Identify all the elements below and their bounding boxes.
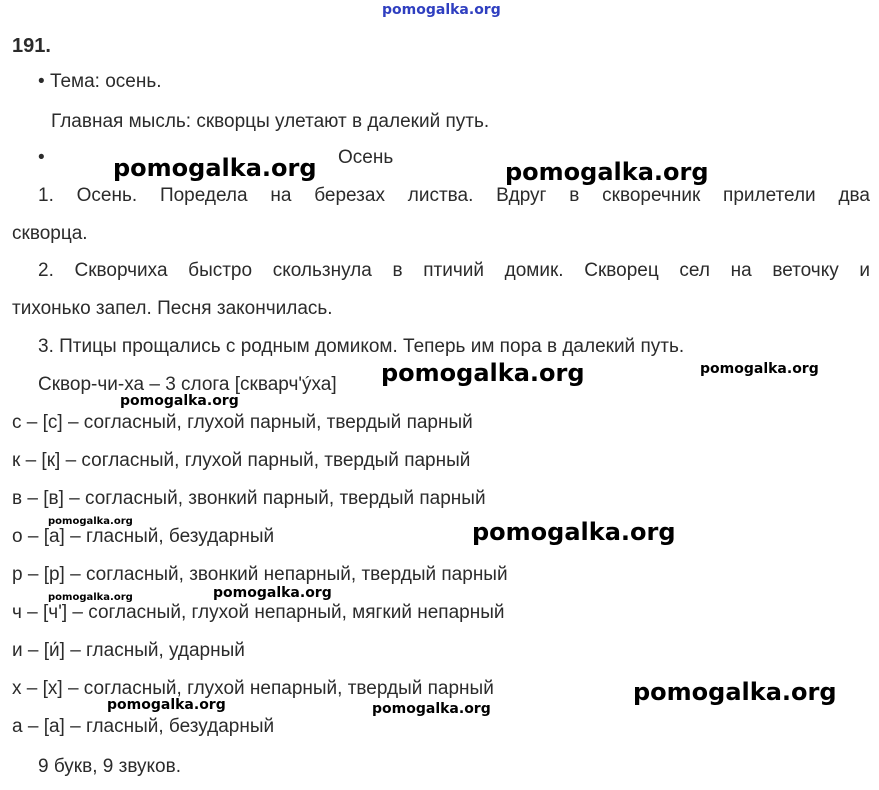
- syllables-line: Сквор-чи-ха – 3 слога [скварч'ýха]: [38, 374, 337, 395]
- watermark: pomogalka.org: [113, 154, 317, 182]
- bullet-2: •: [38, 147, 45, 168]
- watermark-top: pomogalka.org: [382, 2, 501, 18]
- letter-analysis-a: а – [а] – гласный, безударный: [12, 716, 275, 737]
- watermark: pomogalka.org: [107, 697, 226, 713]
- watermark: pomogalka.org: [633, 678, 837, 706]
- bullet: •: [38, 71, 45, 92]
- task-number-dot: .: [45, 35, 51, 57]
- paragraph-1-line-1: 1. Осень. Поредела на березах листва. Вдруг в скворечник прилетели два: [38, 185, 870, 206]
- summary-line: 9 букв, 9 звуков.: [38, 756, 181, 777]
- watermark: pomogalka.org: [213, 585, 332, 601]
- watermark: pomogalka.org: [120, 393, 239, 409]
- topic-text: Тема: осень.: [49, 71, 162, 92]
- watermark: pomogalka.org: [472, 518, 676, 546]
- story-title: Осень: [338, 147, 394, 168]
- paragraph-2-line-2: тихонько запел. Песня закончилась.: [12, 298, 333, 319]
- watermark: pomogalka.org: [48, 516, 133, 527]
- main-idea: Главная мысль: скворцы улетают в далекий путь.: [51, 111, 490, 132]
- paragraph-3: 3. Птицы прощались с родным домиком. Теперь им пора в далекий путь.: [38, 336, 685, 357]
- topic-line: [38, 71, 162, 93]
- watermark: pomogalka.org: [505, 158, 709, 186]
- letter-analysis-s: с – [с] – согласный, глухой парный, твердый парный: [12, 412, 473, 433]
- task-number-value: 191: [12, 35, 46, 57]
- letter-analysis-kh: х – [х] – согласный, глухой непарный, твердый парный: [12, 678, 494, 699]
- letter-analysis-ch: ч – [ч'] – согласный, глухой непарный, мягкий непарный: [12, 602, 505, 623]
- watermark: pomogalka.org: [381, 359, 585, 387]
- letter-analysis-v: в – [в] – согласный, звонкий парный, твердый парный: [12, 488, 486, 509]
- letter-analysis-i: и – [и́] – гласный, ударный: [12, 640, 245, 661]
- letter-analysis-r: р – [р] – согласный, звонкий непарный, твердый парный: [12, 564, 508, 585]
- paragraph-1-line-2: скворца.: [12, 223, 88, 244]
- watermark: pomogalka.org: [372, 701, 491, 717]
- task-number: [12, 35, 51, 57]
- letter-analysis-o: о – [а] – гласный, безударный: [12, 526, 275, 547]
- watermark: pomogalka.org: [700, 361, 819, 377]
- watermark: pomogalka.org: [48, 592, 133, 603]
- letter-analysis-k: к – [к] – согласный, глухой парный, твердый парный: [12, 450, 471, 471]
- paragraph-2-line-1: 2. Скворчиха быстро скользнула в птичий домик. Скворец сел на веточку и: [38, 260, 870, 281]
